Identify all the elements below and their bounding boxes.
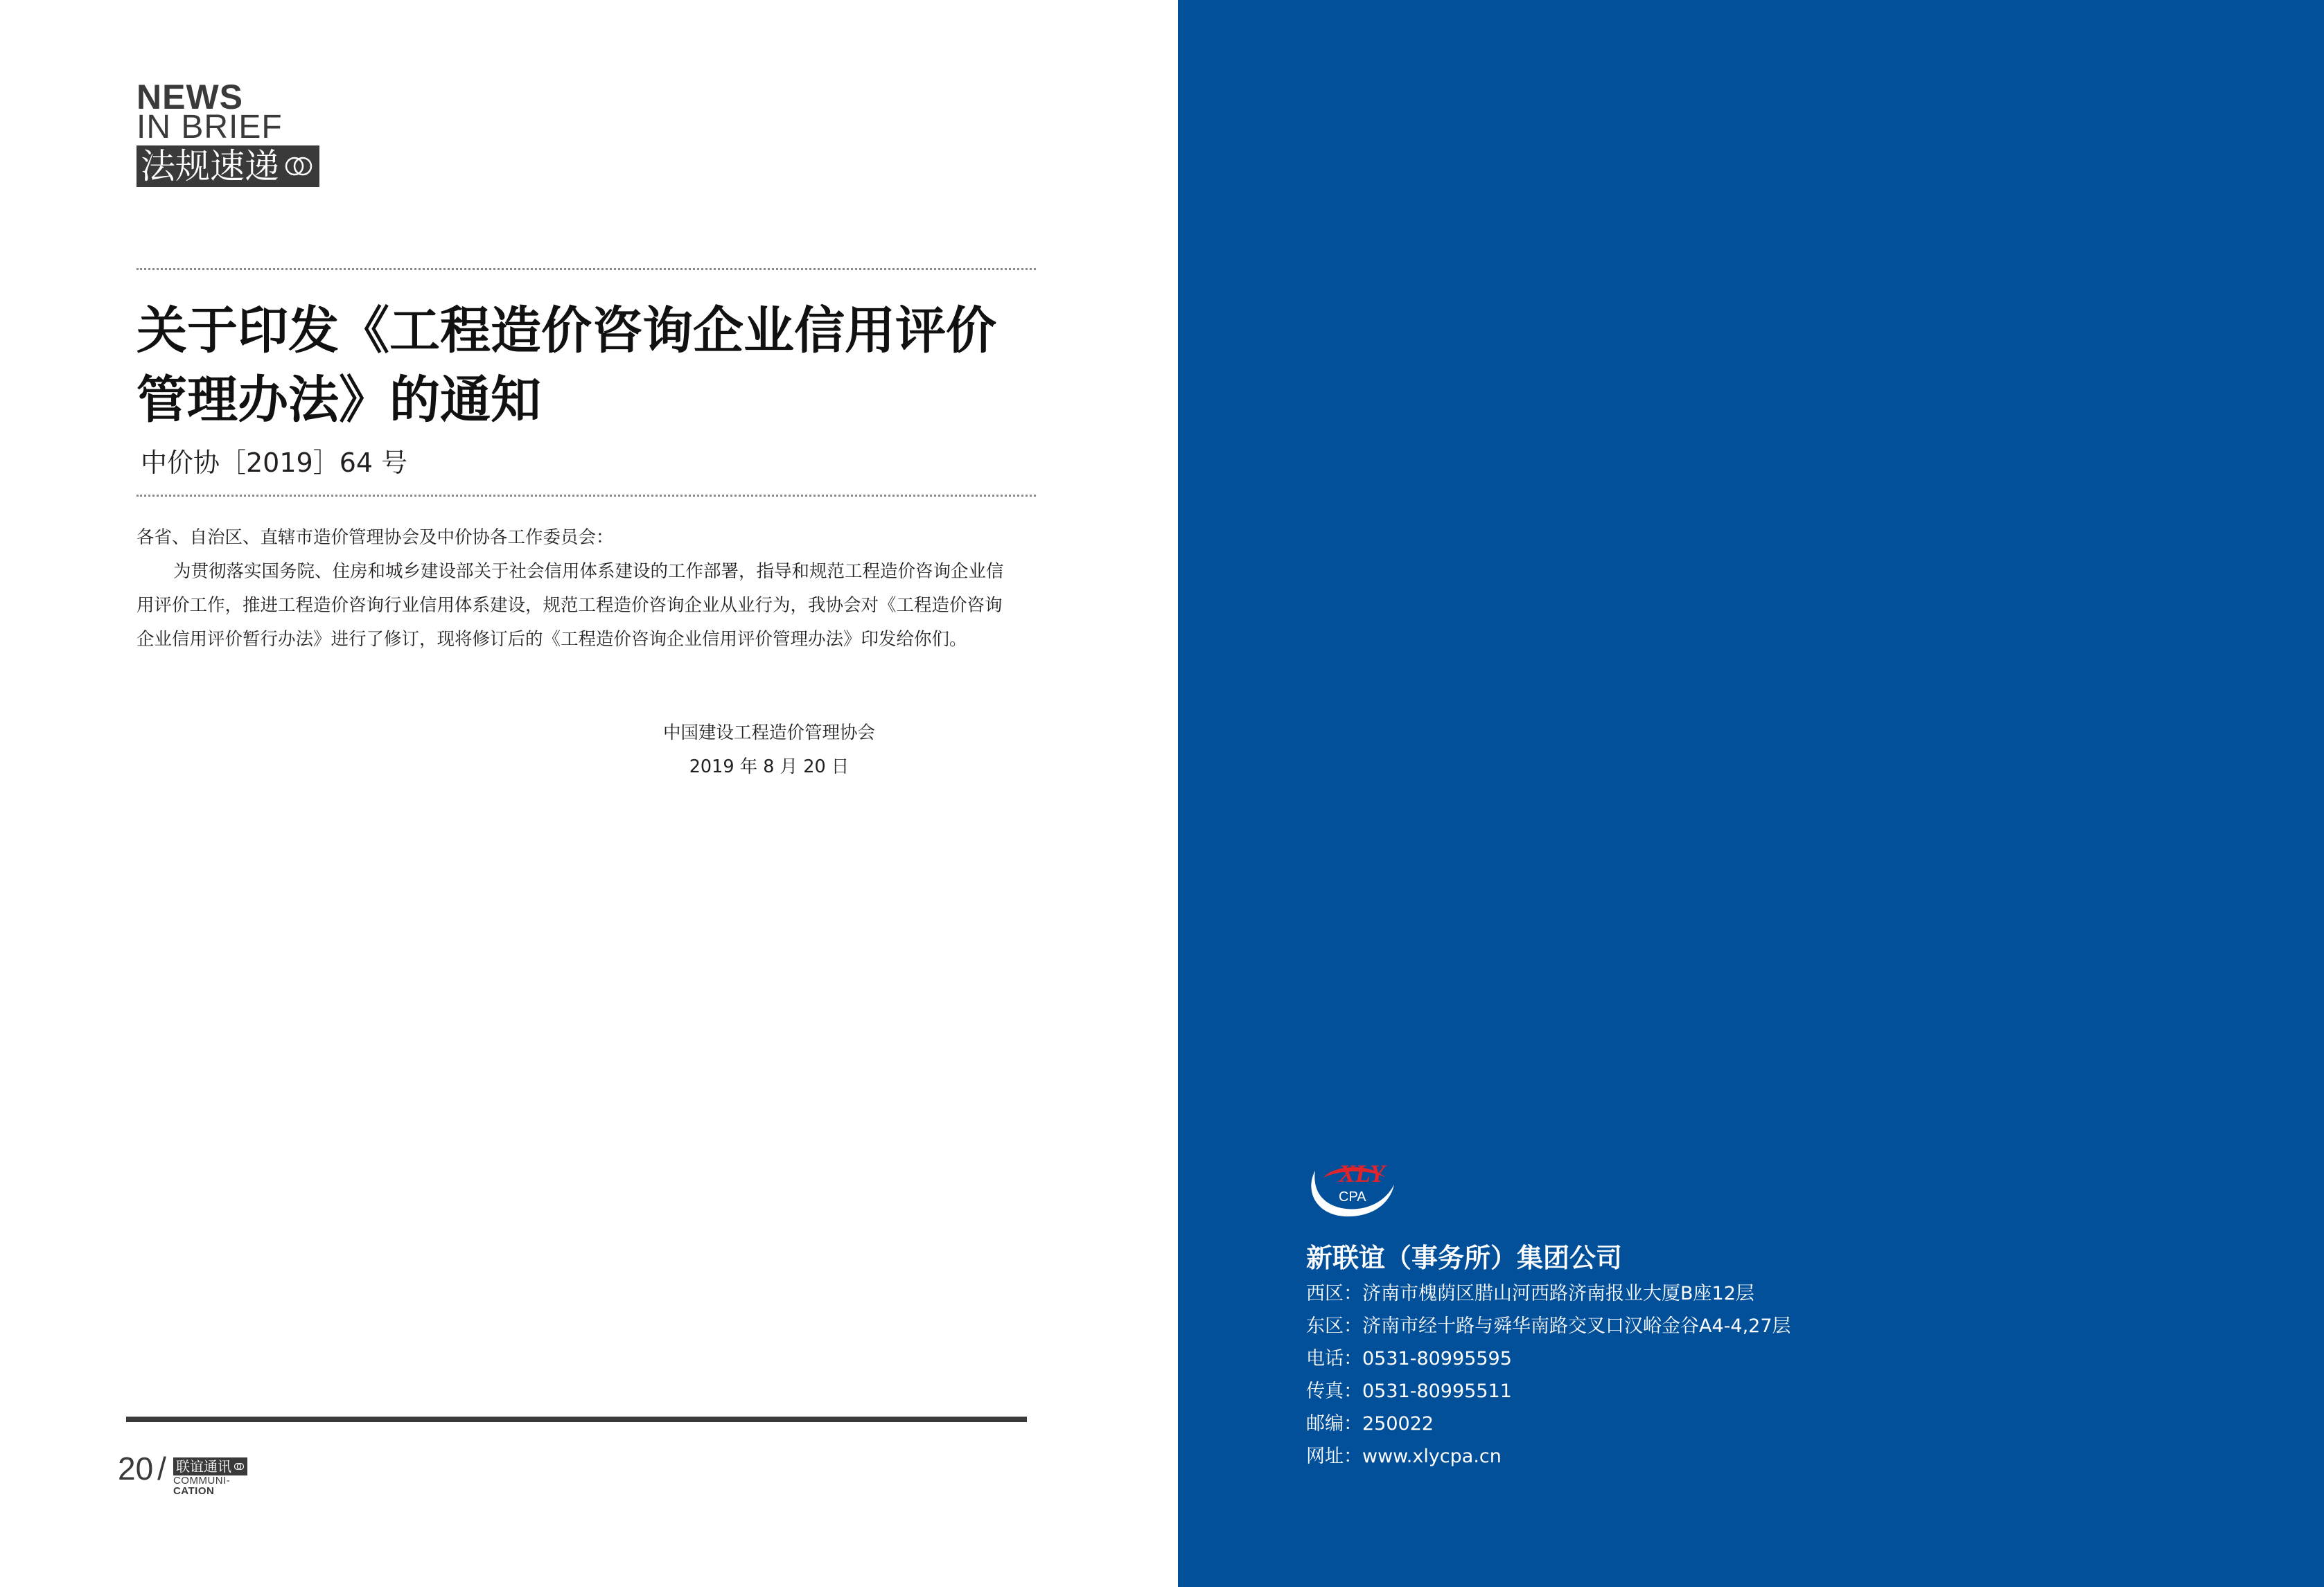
masthead-category: 法规速递	[141, 146, 279, 186]
article-title-line-1: 关于印发《工程造价咨询企业信用评价	[137, 301, 996, 360]
issuer: 中国建设工程造价管理协会	[662, 722, 875, 743]
masthead-in-brief: IN BRIEF	[137, 109, 283, 145]
footer-rule	[126, 1417, 1027, 1422]
body-line: 企业信用评价暂行办法》进行了修订，现将修订后的《工程造价咨询企业信用评价管理办法》印发给你们。	[137, 629, 967, 650]
masthead-category-badge	[137, 145, 319, 187]
fax: 传真：0531-80995511	[1306, 1381, 1512, 1402]
website[interactable]: 网址：www.xlycpa.cn	[1306, 1446, 1502, 1467]
logo-sub: CPA	[1339, 1189, 1366, 1205]
footer-brand-badge	[173, 1457, 247, 1475]
company-name: 新联谊（事务所）集团公司	[1306, 1243, 1623, 1273]
company-logo	[1303, 1150, 1400, 1226]
dotted-divider-bottom	[137, 495, 1036, 497]
body-line: 用评价工作，推进工程造价咨询行业信用体系建设，规范工程造价咨询企业从业行为，我协会对《工程造价咨询	[137, 595, 1003, 616]
masthead-news: NEWS	[137, 78, 243, 116]
dotted-divider-top	[137, 268, 1036, 270]
article-body	[137, 521, 1037, 657]
salutation: 各省、自治区、直辖市造价管理协会及中价协各工作委员会：	[137, 527, 614, 548]
document-number: 中价协［2019］64 号	[141, 447, 408, 478]
footer-brand-cn: 联谊通讯	[175, 1458, 231, 1475]
interlocking-circles-icon	[234, 1461, 245, 1472]
section-masthead	[137, 78, 319, 187]
phone: 电话：0531-80995595	[1306, 1348, 1512, 1369]
footer-brand-en-2: CATION	[173, 1485, 215, 1497]
logo-text: XLY	[1339, 1160, 1385, 1187]
issue-date: 2019 年 8 月 20 日	[689, 756, 850, 777]
signature-block	[603, 716, 935, 784]
postcode: 邮编：250022	[1306, 1413, 1434, 1435]
interlocking-circles-icon	[283, 151, 314, 181]
address-east: 东区：济南市经十路与舜华南路交叉口汉峪金谷A4-4,27层	[1306, 1315, 1791, 1337]
article-title-line-2: 管理办法》的通知	[137, 371, 541, 429]
page-number: 20	[118, 1451, 154, 1487]
page-footer	[118, 1449, 247, 1496]
article-title	[137, 296, 1051, 435]
page-separator: /	[157, 1451, 166, 1487]
footer-brand	[173, 1457, 247, 1496]
address-west: 西区：济南市槐荫区腊山河西路济南报业大厦B座12层	[1306, 1283, 1754, 1304]
contact-list	[1306, 1277, 1791, 1473]
body-line: 为贯彻落实国务院、住房和城乡建设部关于社会信用体系建设的工作部署，指导和规范工程造价咨询企业信	[173, 561, 1004, 582]
footer-brand-en-1: COMMUNI-	[173, 1475, 231, 1487]
